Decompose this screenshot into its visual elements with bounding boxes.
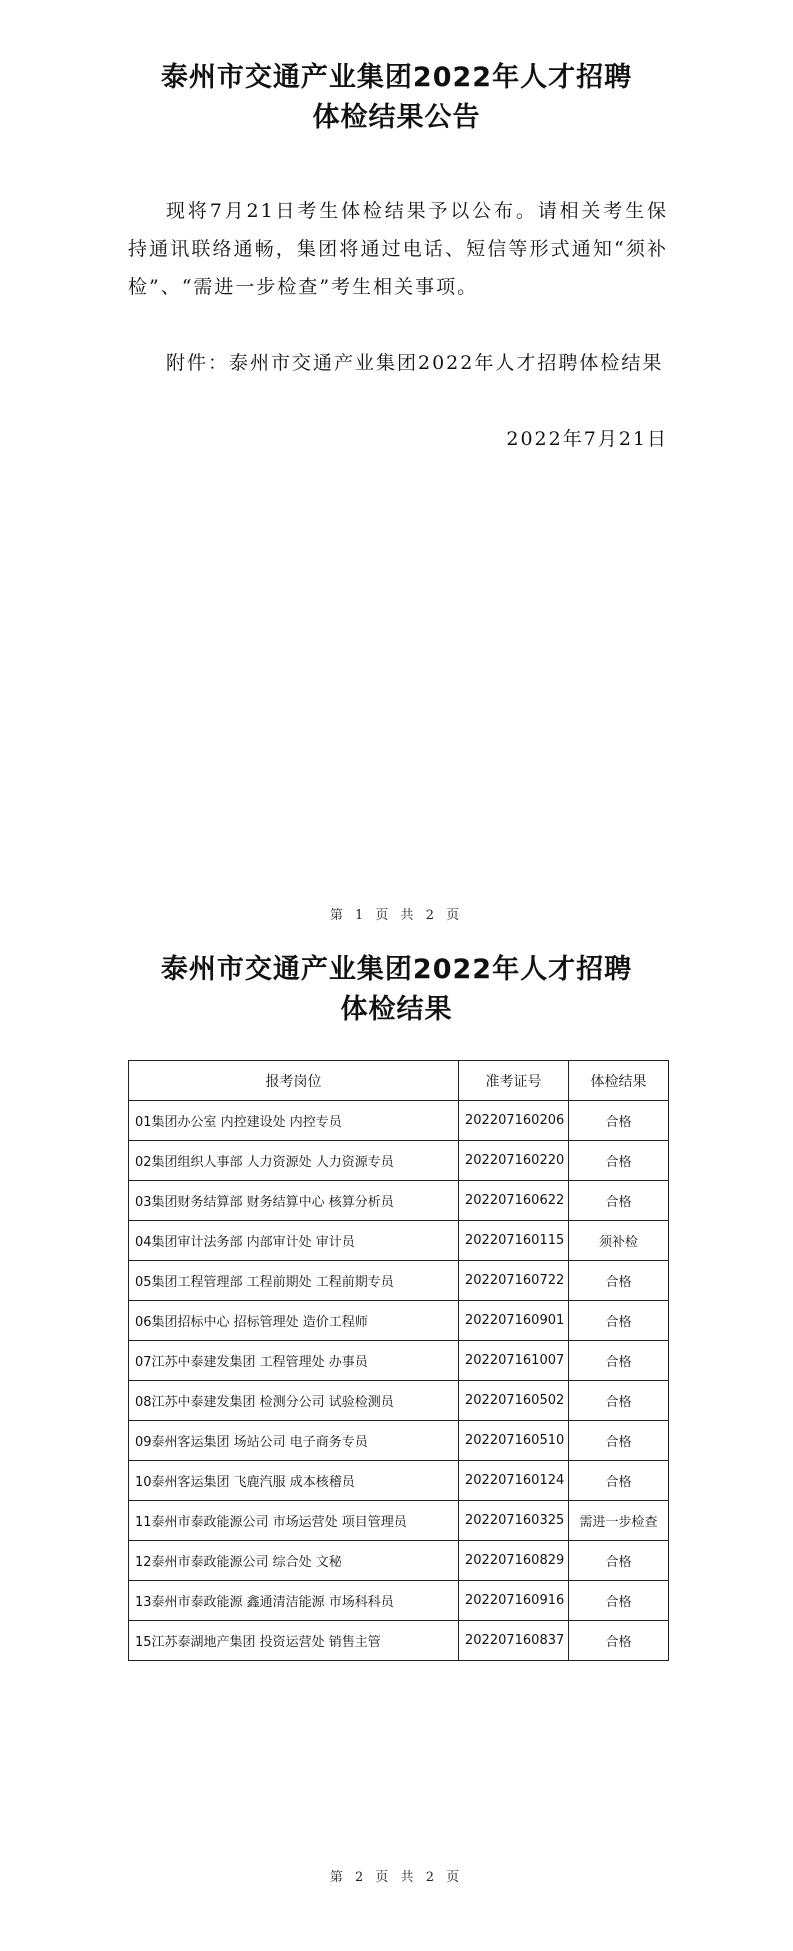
table-row <box>129 1421 669 1461</box>
announcement-date: 2022年7月21日 <box>506 428 668 450</box>
cell-exam-id: 202207161007 <box>459 1341 569 1381</box>
table-row <box>129 1621 669 1661</box>
cell-position: 10泰州客运集团 飞鹿汽服 成本核稽员 <box>129 1461 459 1501</box>
table-row <box>129 1541 669 1581</box>
attachment-note: 附件：泰州市交通产业集团2022年人才招聘体检结果 <box>166 352 664 374</box>
table-row <box>129 1261 669 1301</box>
cell-position: 12泰州市泰政能源公司 综合处 文秘 <box>129 1541 459 1581</box>
page-1 <box>0 0 793 930</box>
cell-exam-id: 202207160206 <box>459 1101 569 1141</box>
table-row <box>129 1581 669 1621</box>
cell-position: 07江苏中泰建发集团 工程管理处 办事员 <box>129 1341 459 1381</box>
cell-exam-id: 202207160837 <box>459 1621 569 1661</box>
cell-result: 合格 <box>569 1581 669 1621</box>
cell-position: 04集团审计法务部 内部审计处 审计员 <box>129 1221 459 1261</box>
cell-position: 09泰州客运集团 场站公司 电子商务专员 <box>129 1421 459 1461</box>
table-row <box>129 1181 669 1221</box>
cell-exam-id: 202207160722 <box>459 1261 569 1301</box>
page-2 <box>0 930 793 1951</box>
table-row <box>129 1141 669 1181</box>
cell-position: 03集团财务结算部 财务结算中心 核算分析员 <box>129 1181 459 1221</box>
cell-result: 合格 <box>569 1381 669 1421</box>
cell-result: 合格 <box>569 1621 669 1661</box>
header-exam-id: 准考证号 <box>459 1061 569 1101</box>
header-result: 体检结果 <box>569 1061 669 1101</box>
table-row <box>129 1381 669 1421</box>
header-position: 报考岗位 <box>129 1061 459 1101</box>
page-title-line-2: 体检结果公告 <box>312 102 481 133</box>
cell-result: 合格 <box>569 1181 669 1221</box>
cell-exam-id: 202207160325 <box>459 1501 569 1541</box>
results-title-line-2: 体检结果 <box>340 994 453 1025</box>
table-row <box>129 1341 669 1381</box>
cell-result: 合格 <box>569 1341 669 1381</box>
page-footer-1: 第 1 页 共 2 页 <box>329 908 464 923</box>
cell-position: 08江苏中泰建发集团 检测分公司 试验检测员 <box>129 1381 459 1421</box>
cell-exam-id: 202207160901 <box>459 1301 569 1341</box>
cell-result: 合格 <box>569 1461 669 1501</box>
cell-position: 01集团办公室 内控建设处 内控专员 <box>129 1101 459 1141</box>
cell-position: 06集团招标中心 招标管理处 造价工程师 <box>129 1301 459 1341</box>
page-footer-2: 第 2 页 共 2 页 <box>329 1870 464 1885</box>
cell-position: 13泰州市泰政能源 鑫通清洁能源 市场科科员 <box>129 1581 459 1621</box>
table-row <box>129 1501 669 1541</box>
cell-exam-id: 202207160502 <box>459 1381 569 1421</box>
table-row <box>129 1301 669 1341</box>
cell-exam-id: 202207160220 <box>459 1141 569 1181</box>
cell-result: 合格 <box>569 1101 669 1141</box>
table-row <box>129 1461 669 1501</box>
table-header-row <box>129 1061 669 1101</box>
cell-exam-id: 202207160115 <box>459 1221 569 1261</box>
cell-position: 15江苏泰湖地产集团 投资运营处 销售主管 <box>129 1621 459 1661</box>
cell-result: 需进一步检查 <box>569 1501 669 1541</box>
cell-result: 合格 <box>569 1301 669 1341</box>
announcement-paragraph: 现将7月21日考生体检结果予以公布。请相关考生保持通讯联络通畅，集团将通过电话、短信等形式通知“须补检”、“需进一步检查”考生相关事项。 <box>128 200 668 298</box>
page-title-line-1: 泰州市交通产业集团2022年人才招聘 <box>160 62 633 93</box>
results-title-line-1: 泰州市交通产业集团2022年人才招聘 <box>160 954 633 985</box>
cell-exam-id: 202207160510 <box>459 1421 569 1461</box>
cell-exam-id: 202207160622 <box>459 1181 569 1221</box>
cell-exam-id: 202207160916 <box>459 1581 569 1621</box>
table-row <box>129 1221 669 1261</box>
cell-position: 11泰州市泰政能源公司 市场运营处 项目管理员 <box>129 1501 459 1541</box>
cell-result: 合格 <box>569 1421 669 1461</box>
cell-result: 合格 <box>569 1261 669 1301</box>
cell-result: 合格 <box>569 1141 669 1181</box>
results-table <box>128 1060 669 1661</box>
cell-position: 05集团工程管理部 工程前期处 工程前期专员 <box>129 1261 459 1301</box>
cell-exam-id: 202207160124 <box>459 1461 569 1501</box>
cell-result: 合格 <box>569 1541 669 1581</box>
cell-exam-id: 202207160829 <box>459 1541 569 1581</box>
cell-result: 须补检 <box>569 1221 669 1261</box>
cell-position: 02集团组织人事部 人力资源处 人力资源专员 <box>129 1141 459 1181</box>
table-row <box>129 1101 669 1141</box>
